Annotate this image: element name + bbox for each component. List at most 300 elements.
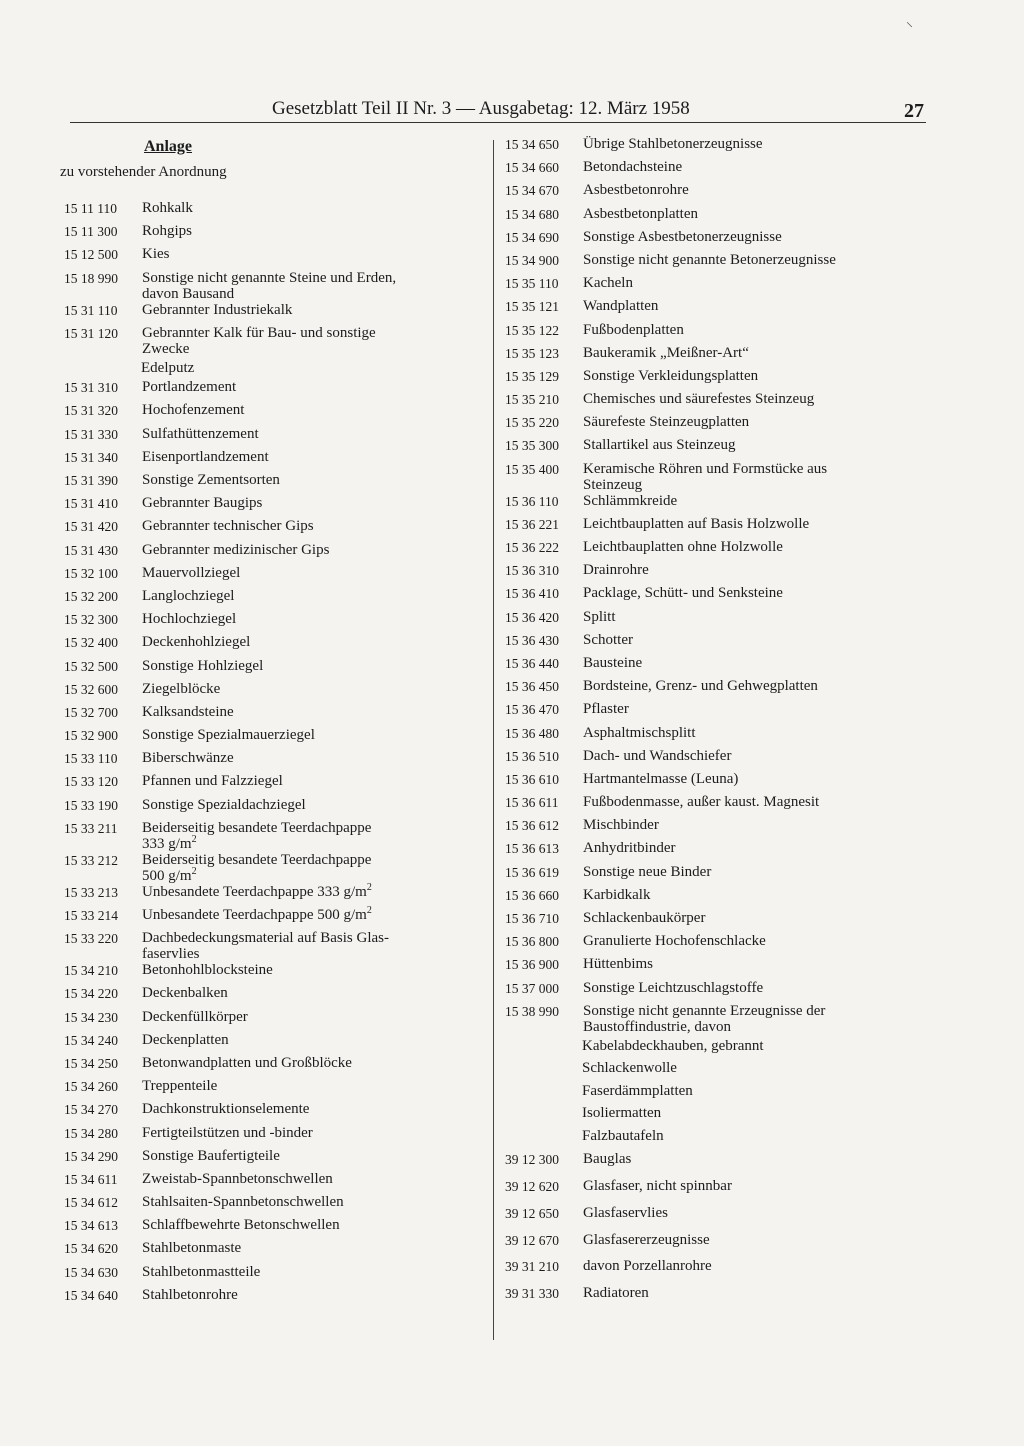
entry-description-line: Stahlsaiten-Spannbetonschwellen bbox=[142, 1194, 344, 1211]
entry-code: 15 36 450 bbox=[505, 679, 559, 695]
entry-code: 15 36 420 bbox=[505, 609, 559, 625]
entry-code: 15 36 430 bbox=[505, 632, 559, 648]
entry-description-line: Deckenfüllkörper bbox=[142, 1008, 248, 1025]
entry-code: 15 34 690 bbox=[505, 229, 559, 245]
entry-code: 15 31 120 bbox=[64, 325, 118, 341]
entry-description bbox=[142, 325, 486, 357]
entry-description bbox=[583, 493, 925, 516]
entry-code: 15 34 220 bbox=[64, 986, 118, 1002]
entry-description bbox=[583, 678, 925, 701]
list-item bbox=[64, 426, 486, 449]
entry-description-line: Sonstige nicht genannte Erzeugnisse der bbox=[583, 1002, 826, 1019]
superscript: 2 bbox=[191, 865, 197, 877]
list-item bbox=[505, 864, 925, 887]
entry-description-line: Sulfathüttenzement bbox=[142, 425, 259, 442]
entry-description bbox=[142, 379, 486, 402]
list-item bbox=[505, 725, 925, 748]
list-item bbox=[505, 345, 925, 368]
entry-code: 15 11 110 bbox=[64, 201, 117, 216]
entry-description-line: Asphaltmischsplitt bbox=[583, 724, 696, 741]
entry-code: 15 36 800 bbox=[505, 934, 559, 950]
list-item bbox=[505, 461, 925, 493]
entry-description bbox=[142, 1101, 486, 1124]
entry-description bbox=[142, 634, 486, 657]
entry-description-line: Sonstige Hohlziegel bbox=[142, 657, 264, 674]
entry-description bbox=[583, 136, 925, 159]
entry-description-line: Asbestbetonrohre bbox=[583, 182, 689, 199]
list-item bbox=[64, 907, 486, 930]
list-item bbox=[505, 655, 925, 678]
entry-description-line: Zweistab-Spannbetonschwellen bbox=[142, 1170, 333, 1187]
list-item bbox=[64, 985, 486, 1008]
entry-description-line: Betondachsteine bbox=[583, 159, 683, 176]
entry-code: 39 12 300 bbox=[505, 1152, 559, 1168]
entry-description-line: Glasfaser, nicht spinnbar bbox=[583, 1178, 732, 1195]
entry-description bbox=[583, 345, 925, 368]
list-item bbox=[64, 797, 486, 820]
entry-code: 15 36 440 bbox=[505, 655, 559, 671]
entry-description-line: Gebrannter Baugips bbox=[142, 495, 263, 512]
entry-description bbox=[583, 980, 925, 1003]
entry-description-line: Sonstige Spezialdachziegel bbox=[142, 796, 306, 813]
list-item bbox=[505, 275, 925, 298]
entry-description bbox=[142, 773, 486, 796]
entry-description-line: Packlage, Schütt- und Senksteine bbox=[583, 585, 783, 602]
entry-description-line-2 bbox=[142, 946, 486, 962]
sub-item: Faserdämmplatten bbox=[582, 1082, 693, 1099]
list-item bbox=[505, 437, 925, 460]
entry-code: 15 34 612 bbox=[64, 1195, 118, 1211]
entry-description-line: Granulierte Hochofenschlacke bbox=[583, 933, 766, 950]
list-item bbox=[505, 136, 925, 159]
entry-description-line: Radiatoren bbox=[583, 1285, 649, 1302]
entry-description-continuation: davon Bausand bbox=[142, 285, 235, 302]
entry-description bbox=[583, 159, 925, 182]
list-item bbox=[64, 881, 486, 907]
entry-description-line: Sonstige Zementsorten bbox=[142, 472, 280, 488]
entry-code: 15 36 470 bbox=[505, 702, 559, 718]
list-item bbox=[505, 252, 925, 275]
entry-description-line: Säurefeste Steinzeugplatten bbox=[583, 414, 750, 431]
entry-code: 15 33 120 bbox=[64, 774, 118, 790]
entry-description-line: Schlaffbewehrte Betonschwellen bbox=[142, 1217, 340, 1234]
entry-code: 15 34 611 bbox=[64, 1171, 118, 1187]
entry-description bbox=[583, 794, 925, 817]
list-item bbox=[505, 632, 925, 655]
entry-description bbox=[142, 1078, 486, 1101]
entry-code: 15 33 110 bbox=[64, 751, 118, 767]
entry-code: 15 36 660 bbox=[505, 887, 559, 903]
entry-description-line: Schlämmkreide bbox=[583, 492, 678, 509]
list-item bbox=[64, 704, 486, 727]
entry-description bbox=[583, 391, 925, 414]
page-header bbox=[70, 96, 926, 122]
entry-description bbox=[142, 750, 486, 773]
entry-code: 15 36 612 bbox=[505, 818, 559, 834]
entry-description bbox=[142, 658, 486, 681]
entry-description-line: Karbidkalk bbox=[583, 886, 651, 903]
entry-code: 15 32 500 bbox=[64, 658, 118, 674]
entry-code: 15 36 410 bbox=[505, 586, 559, 602]
entry-description bbox=[583, 562, 925, 585]
entry-code: 15 36 222 bbox=[505, 540, 559, 555]
entry-description-line: Leichtbauplatten auf Basis Holzwolle bbox=[583, 515, 810, 532]
list-item bbox=[505, 159, 925, 182]
entry-description-line: Gebrannter Kalk für Bau- und sonstige bbox=[142, 324, 376, 341]
list-item bbox=[505, 609, 925, 632]
entry-description-line: Mischbinder bbox=[583, 817, 659, 834]
entry-code: 15 35 122 bbox=[505, 322, 559, 338]
entry-code: 15 32 300 bbox=[64, 612, 118, 628]
entry-description bbox=[142, 588, 486, 611]
list-item bbox=[64, 200, 486, 223]
entry-description-line: Asbestbetonplatten bbox=[583, 205, 698, 222]
entry-description-line: Sonstige Asbestbetonerzeugnisse bbox=[583, 228, 782, 245]
list-item bbox=[64, 1148, 486, 1171]
list-item bbox=[64, 962, 486, 985]
entry-code: 15 34 250 bbox=[64, 1055, 118, 1071]
entry-description bbox=[583, 1003, 925, 1035]
entry-code: 15 36 221 bbox=[505, 516, 559, 532]
entry-description-line: Gebrannter medizinischer Gips bbox=[142, 541, 330, 558]
entry-description bbox=[583, 748, 925, 771]
entry-description-line: Beiderseitig besandete Teerdachpappe bbox=[142, 819, 372, 836]
entry-description-line: Betonhohlblocksteine bbox=[142, 962, 273, 979]
list-item bbox=[505, 817, 925, 840]
entry-description bbox=[583, 655, 925, 678]
entry-description bbox=[583, 322, 925, 345]
entry-description-line: Kacheln bbox=[583, 275, 633, 292]
list-item bbox=[64, 1009, 486, 1032]
entry-description-line: davon Porzellanrohre bbox=[583, 1258, 712, 1275]
entry-code: 15 31 310 bbox=[64, 380, 118, 396]
entry-description-line: Sonstige neue Binder bbox=[583, 863, 712, 880]
entry-code: 15 36 310 bbox=[505, 563, 559, 579]
entry-description-line: Stahlbetonmastteile bbox=[142, 1263, 261, 1280]
entry-description-line: Hüttenbims bbox=[583, 956, 653, 973]
entry-description-line: Rohkalk bbox=[142, 200, 193, 216]
entry-description bbox=[583, 539, 925, 562]
entry-description-line: Fertigteilstützen und -binder bbox=[142, 1124, 313, 1141]
entry-description bbox=[583, 516, 925, 539]
entry-description-line: Deckenplatten bbox=[142, 1031, 229, 1048]
entry-description bbox=[583, 1151, 925, 1178]
entry-code: 15 37 000 bbox=[505, 980, 559, 996]
list-item bbox=[64, 518, 486, 541]
list-item bbox=[505, 1232, 925, 1259]
entry-code: 15 34 660 bbox=[505, 160, 559, 176]
list-item bbox=[64, 1287, 486, 1310]
entry-description-line: Ziegelblöcke bbox=[142, 680, 221, 697]
list-item bbox=[505, 956, 925, 979]
entry-code: 15 34 290 bbox=[64, 1148, 118, 1164]
list-item bbox=[505, 322, 925, 345]
list-item bbox=[505, 516, 925, 539]
list-item bbox=[64, 1171, 486, 1194]
entry-description-line: Stallartikel aus Steinzeug bbox=[583, 437, 736, 454]
list-item bbox=[64, 658, 486, 681]
entry-description bbox=[583, 771, 925, 794]
list-item bbox=[505, 414, 925, 437]
entry-code: 15 34 630 bbox=[64, 1264, 118, 1280]
entry-code: 15 34 620 bbox=[64, 1241, 118, 1257]
anlage-title: Anlage bbox=[144, 138, 192, 155]
entry-description bbox=[142, 704, 486, 727]
entry-description bbox=[142, 852, 486, 884]
entry-description-line: Wandplatten bbox=[583, 298, 659, 315]
entry-code: 15 32 600 bbox=[64, 681, 118, 697]
entry-code: 15 36 510 bbox=[505, 748, 559, 764]
list-item bbox=[64, 1264, 486, 1287]
entry-description bbox=[583, 229, 925, 252]
entry-code: 15 32 200 bbox=[64, 588, 118, 604]
entry-code: 15 31 410 bbox=[64, 496, 118, 512]
entry-description-line: Leichtbauplatten ohne Holzwolle bbox=[583, 539, 783, 555]
entry-description-line: Schlackenbaukörper bbox=[583, 910, 706, 926]
entry-code: 15 34 650 bbox=[505, 137, 559, 152]
column-divider bbox=[493, 140, 494, 1340]
entry-description-line: Langlochziegel bbox=[142, 587, 235, 604]
list-item bbox=[505, 678, 925, 701]
list-item bbox=[64, 1217, 486, 1240]
list-item bbox=[505, 701, 925, 724]
entry-description-continuation: faservlies bbox=[142, 946, 200, 963]
superscript: 2 bbox=[366, 905, 372, 916]
entry-description bbox=[142, 246, 486, 269]
entry-description-line: Unbesandete Teerdachpappe 500 g/m bbox=[142, 907, 367, 923]
entry-code: 15 34 280 bbox=[64, 1125, 118, 1141]
entry-description bbox=[142, 881, 486, 907]
entry-description-line: Stahlbetonrohre bbox=[142, 1286, 238, 1303]
entry-description bbox=[583, 182, 925, 205]
entry-code: 15 36 110 bbox=[505, 493, 559, 509]
entry-description-line: Glasfaservlies bbox=[583, 1204, 668, 1221]
entry-code: 15 35 210 bbox=[505, 392, 559, 408]
entry-code: 39 31 330 bbox=[505, 1286, 559, 1302]
left-column bbox=[60, 136, 486, 1310]
entry-description bbox=[142, 727, 486, 750]
entry-description-line: Deckenbalken bbox=[142, 985, 228, 1002]
list-item bbox=[64, 1101, 486, 1124]
entry-code: 15 34 230 bbox=[64, 1009, 118, 1025]
entry-code: 15 33 214 bbox=[64, 908, 118, 923]
entry-code: 15 36 619 bbox=[505, 864, 559, 880]
entry-description bbox=[583, 1205, 925, 1232]
sub-item: Falzbautafeln bbox=[582, 1127, 664, 1144]
entry-description-line: Deckenhohlziegel bbox=[142, 634, 251, 651]
list-item bbox=[64, 302, 486, 325]
entry-description-line: Keramische Röhren und Formstücke aus bbox=[583, 460, 828, 477]
entry-description bbox=[142, 270, 486, 302]
entry-description-line: Übrige Stahlbetonerzeugnisse bbox=[583, 136, 763, 152]
list-item bbox=[64, 750, 486, 773]
entry-description bbox=[583, 252, 925, 275]
sub-item: Kabelabdeckhauben, gebrannt bbox=[582, 1037, 764, 1054]
entry-code: 15 34 900 bbox=[505, 252, 559, 268]
entry-description-line: Stahlbetonmaste bbox=[142, 1240, 242, 1257]
entry-description-line: Hochlochziegel bbox=[142, 611, 237, 628]
entry-description bbox=[583, 414, 925, 437]
entry-description bbox=[583, 725, 925, 748]
list-item bbox=[64, 565, 486, 588]
list-item bbox=[505, 182, 925, 205]
list-item bbox=[64, 402, 486, 425]
entry-description-line: Betonwandplatten und Großblöcke bbox=[142, 1054, 352, 1071]
entry-code: 15 35 121 bbox=[505, 299, 559, 315]
entry-description bbox=[583, 585, 925, 608]
entry-description bbox=[583, 933, 925, 956]
superscript: 2 bbox=[191, 833, 197, 845]
entry-description-continuation: Zwecke bbox=[142, 340, 190, 357]
entry-description bbox=[142, 962, 486, 985]
entry-description-line: Pflaster bbox=[583, 701, 629, 718]
list-item bbox=[505, 980, 925, 1003]
entry-description bbox=[142, 1217, 486, 1240]
entry-code: 15 38 990 bbox=[505, 1003, 559, 1019]
entry-code: 15 31 320 bbox=[64, 403, 118, 419]
entry-description-line: Bordsteine, Grenz- und Gehwegplatten bbox=[583, 678, 818, 695]
list-item bbox=[505, 1258, 925, 1285]
entry-description bbox=[583, 298, 925, 321]
list-item bbox=[64, 223, 486, 246]
entry-code: 15 32 100 bbox=[64, 565, 118, 581]
entry-description-line: Sonstige Leichtzuschlagstoffe bbox=[583, 979, 764, 996]
list-item bbox=[64, 1055, 486, 1078]
right-entry-list bbox=[505, 136, 925, 1312]
list-item bbox=[64, 379, 486, 402]
entry-description-line: Unbesandete Teerdachpappe 333 g/m bbox=[142, 883, 367, 900]
entry-description bbox=[142, 302, 486, 325]
entry-description bbox=[583, 1178, 925, 1205]
entry-code: 15 35 123 bbox=[505, 345, 559, 361]
superscript: 2 bbox=[366, 881, 372, 893]
list-item bbox=[64, 449, 486, 472]
entry-code: 39 12 650 bbox=[505, 1205, 559, 1221]
entry-code: 15 34 613 bbox=[64, 1218, 118, 1234]
entry-code: 15 31 110 bbox=[64, 302, 118, 318]
entry-description bbox=[142, 1009, 486, 1032]
entry-code: 15 33 212 bbox=[64, 852, 118, 868]
entry-code: 15 33 213 bbox=[64, 884, 118, 900]
entry-description-line: Dach- und Wandschiefer bbox=[583, 747, 732, 764]
entry-description bbox=[142, 223, 486, 246]
entry-description-line: Portlandzement bbox=[142, 379, 237, 396]
header-title: Gesetzblatt Teil II Nr. 3 — Ausgabetag: 12. März 1958 bbox=[272, 98, 690, 119]
entry-description bbox=[583, 368, 925, 391]
entry-description-line-2 bbox=[142, 865, 486, 884]
list-item bbox=[505, 933, 925, 956]
entry-description bbox=[583, 910, 925, 933]
page-number: 27 bbox=[904, 100, 924, 122]
entry-description bbox=[583, 956, 925, 979]
entry-description bbox=[142, 1148, 486, 1171]
entry-code: 15 34 260 bbox=[64, 1079, 118, 1095]
entry-description-line: Rohgips bbox=[142, 223, 193, 240]
entry-description bbox=[142, 565, 486, 588]
list-item bbox=[64, 1125, 486, 1148]
entry-description bbox=[142, 426, 486, 449]
entry-description bbox=[583, 701, 925, 724]
entry-description bbox=[142, 985, 486, 1008]
entry-description-line: Mauervollziegel bbox=[142, 564, 241, 581]
entry-description bbox=[583, 632, 925, 655]
entry-description bbox=[583, 275, 925, 298]
entry-description-line: Anhydritbinder bbox=[583, 840, 676, 857]
entry-code: 15 36 610 bbox=[505, 771, 559, 787]
list-item bbox=[505, 794, 925, 817]
list-item bbox=[505, 206, 925, 229]
entry-description-line: Biberschwänze bbox=[142, 750, 234, 767]
list-item bbox=[505, 748, 925, 771]
entry-code: 15 33 220 bbox=[64, 931, 118, 947]
sub-item: Edelputz bbox=[141, 359, 195, 376]
list-item bbox=[64, 852, 486, 884]
entry-description-continuation: 333 g/m bbox=[142, 835, 192, 852]
entry-description-line: Glasfasererzeugnisse bbox=[583, 1231, 710, 1248]
entry-code: 15 31 330 bbox=[64, 426, 118, 442]
entry-code: 15 33 211 bbox=[64, 820, 118, 836]
list-item bbox=[505, 887, 925, 910]
entry-description bbox=[142, 1125, 486, 1148]
list-item bbox=[64, 588, 486, 611]
entry-description bbox=[142, 611, 486, 634]
entry-description bbox=[142, 1055, 486, 1078]
entry-description-line: Sonstige nicht genannte Betonerzeugnisse bbox=[583, 251, 836, 268]
entry-description bbox=[583, 1232, 925, 1259]
list-item bbox=[64, 1194, 486, 1217]
entry-description-line: Sonstige Spezialmauerziegel bbox=[142, 727, 315, 744]
entry-description-line: Gebrannter technischer Gips bbox=[142, 518, 314, 535]
list-item bbox=[505, 1151, 925, 1178]
entry-description bbox=[142, 820, 486, 852]
entry-description bbox=[142, 797, 486, 820]
entry-description bbox=[583, 864, 925, 887]
list-item bbox=[64, 1240, 486, 1263]
entry-code: 15 31 420 bbox=[64, 519, 118, 535]
entry-description bbox=[583, 1258, 925, 1285]
entry-code: 15 35 300 bbox=[505, 438, 559, 454]
list-item bbox=[505, 585, 925, 608]
entry-description bbox=[583, 817, 925, 840]
entry-description bbox=[583, 461, 925, 493]
list-item bbox=[64, 472, 486, 495]
list-item bbox=[64, 495, 486, 518]
list-item bbox=[505, 771, 925, 794]
entry-description-line: Beiderseitig besandete Teerdachpappe bbox=[142, 851, 372, 868]
list-item bbox=[505, 910, 925, 933]
entry-description bbox=[142, 402, 486, 425]
entry-description-line-2 bbox=[142, 833, 486, 852]
list-item bbox=[505, 493, 925, 516]
entry-description bbox=[142, 472, 486, 495]
list-item bbox=[64, 820, 486, 852]
entry-description-continuation: Steinzeug bbox=[583, 476, 643, 493]
entry-description bbox=[583, 887, 925, 910]
list-item bbox=[505, 368, 925, 391]
entry-description-line: Splitt bbox=[583, 608, 616, 625]
entry-description-line-2 bbox=[583, 477, 925, 493]
entry-code: 39 12 620 bbox=[505, 1179, 559, 1195]
entry-description-line: Treppenteile bbox=[142, 1078, 218, 1095]
list-item bbox=[64, 542, 486, 565]
entry-description-line: Sonstige Baufertigteile bbox=[142, 1147, 280, 1164]
list-item bbox=[505, 229, 925, 252]
entry-description-line: Bauglas bbox=[583, 1151, 632, 1168]
entry-code: 15 34 670 bbox=[505, 183, 559, 199]
entry-code: 39 12 670 bbox=[505, 1232, 559, 1248]
list-item bbox=[505, 1205, 925, 1232]
entry-code: 15 34 210 bbox=[64, 963, 118, 979]
